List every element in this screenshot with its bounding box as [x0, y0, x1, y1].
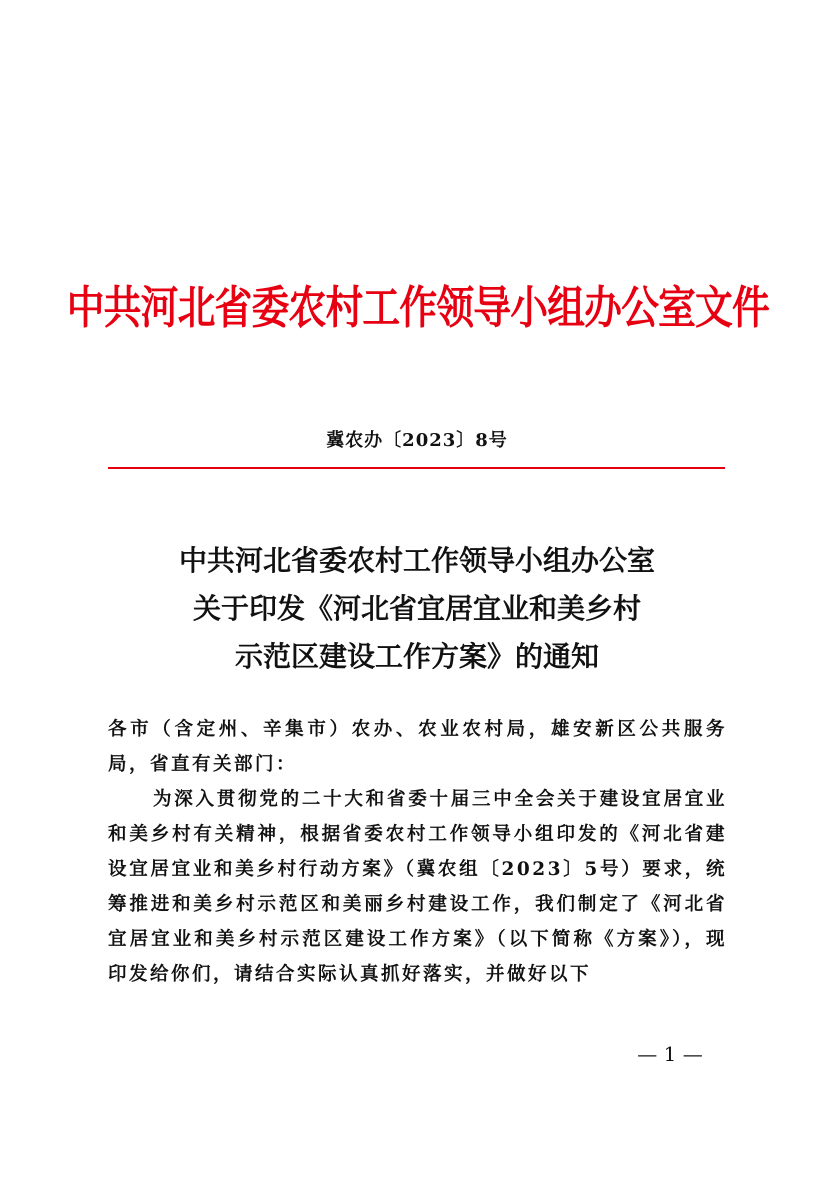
title-line-1: 中共河北省委农村工作领导小组办公室 [178, 544, 655, 577]
document-body [108, 712, 727, 992]
red-divider-line [108, 467, 725, 469]
page-number: — 1 — [637, 1042, 703, 1066]
document-masthead: 中共河北省委农村工作领导小组办公室文件 [66, 281, 769, 334]
body-paragraph: 为深入贯彻党的二十大和省委十届三中全会关于建设宜居宜业和美乡村有关精神，根据省委农村工作领导小组印发的《河北省建设宜居宜业和美乡村行动方案》（冀农组〔2023〕5号）要求，统筹推进和美乡村示范区和美丽乡村建设工作，我们制定了《河北省宜居宜业和美乡村示范区建设工作方案》（以下简称《方案》），现印发给你们，请结合实际认真抓好落实，并做好以下 [108, 789, 727, 985]
salutation: 各市（含定州、辛集市）农办、农业农村局，雄安新区公共服务局，省直有关部门： [108, 719, 727, 775]
title-line-3: 示范区建设工作方案》的通知 [234, 640, 599, 673]
title-line-2: 关于印发《河北省宜居宜业和美乡村 [192, 592, 641, 625]
document-title [0, 537, 834, 681]
document-number: 冀农办〔2023〕8号 [326, 430, 508, 451]
